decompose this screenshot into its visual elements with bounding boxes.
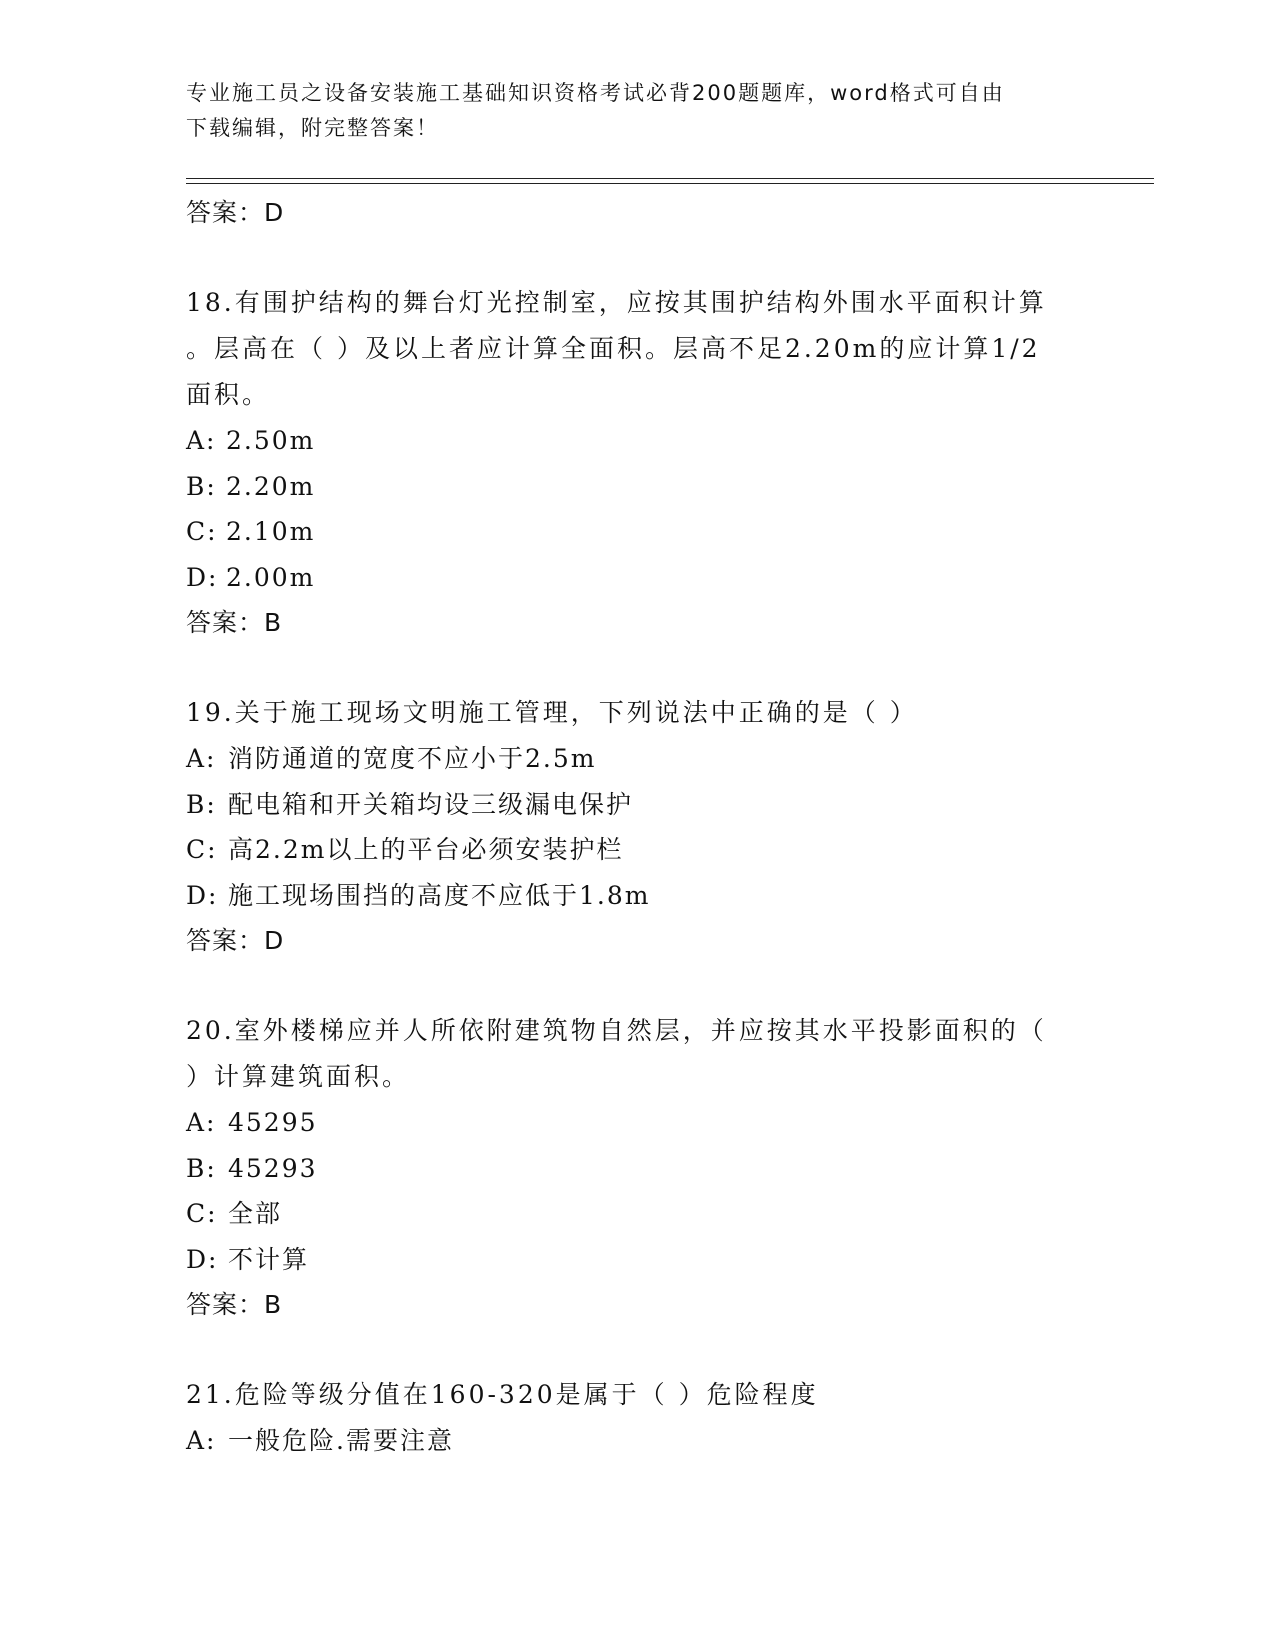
option-b xyxy=(186,782,1086,828)
option-c xyxy=(186,1191,1086,1237)
option-text: 2.50m xyxy=(226,426,316,455)
option-d xyxy=(186,1237,1086,1283)
question-text xyxy=(186,280,1066,418)
header-line-2: 下载编辑，附完整答案！ xyxy=(186,116,439,140)
option-letter: B: xyxy=(186,471,217,501)
option-a xyxy=(186,418,1086,464)
option-letter: D: xyxy=(186,562,219,592)
question-text-line: 19.关于施工现场文明施工管理，下列说法中正确的是（ ） xyxy=(186,698,918,727)
question-19 xyxy=(186,690,1086,963)
option-text: 消防通道的宽度不应小于2.5m xyxy=(228,744,597,773)
option-letter: A: xyxy=(186,1426,217,1455)
option-letter: D: xyxy=(186,880,219,910)
option-text: 高2.2m以上的平台必须安装护栏 xyxy=(228,835,624,864)
option-a xyxy=(186,1100,1086,1146)
question-text xyxy=(186,1372,1066,1418)
option-letter: A: xyxy=(186,1108,217,1137)
option-c xyxy=(186,827,1086,873)
question-text-line: 18.有围护结构的舞台灯光控制室，应按其围护结构外围水平面积计算 xyxy=(186,288,1047,317)
question-text xyxy=(186,690,1066,736)
answer-line: 答案：B xyxy=(186,608,283,637)
option-letter: A: xyxy=(186,426,217,455)
option-text: 2.20m xyxy=(226,471,316,501)
option-b xyxy=(186,1146,1086,1192)
option-text: 全部 xyxy=(228,1199,283,1228)
header-line-1: 专业施工员之设备安装施工基础知识资格考试必背200题题库，word格式可自由 xyxy=(186,81,1005,105)
answer-line: 答案：D xyxy=(186,926,285,955)
question-text-line: ）计算建筑面积。 xyxy=(186,1062,411,1091)
option-text: 配电箱和开关箱均设三级漏电保护 xyxy=(228,789,634,819)
question-text xyxy=(186,1008,1066,1100)
question-18 xyxy=(186,280,1086,645)
answer-line: 答案：D xyxy=(186,198,285,227)
option-text: 施工现场围挡的高度不应低于1.8m xyxy=(228,880,651,910)
option-c xyxy=(186,509,1086,555)
option-text: 45293 xyxy=(228,1153,318,1183)
question-text-line: 面积。 xyxy=(186,380,271,409)
question-text-line: 20.室外楼梯应并人所依附建筑物自然层，并应按其水平投影面积的（ xyxy=(186,1016,1047,1045)
option-text: 2.00m xyxy=(226,562,316,592)
option-text: 一般危险.需要注意 xyxy=(228,1426,454,1455)
question-21 xyxy=(186,1372,1086,1464)
option-letter: B: xyxy=(186,1153,217,1183)
header-rule-top xyxy=(186,178,1154,179)
question-text-line: 。层高在（ ）及以上者应计算全面积。层高不足2.20m的应计算1/2 xyxy=(186,334,1041,363)
option-letter: C: xyxy=(186,517,218,546)
answer-line: 答案：B xyxy=(186,1290,283,1319)
option-text: 2.10m xyxy=(226,517,316,546)
question-list xyxy=(186,186,1086,1464)
option-a xyxy=(186,1418,1086,1464)
option-text: 45295 xyxy=(228,1108,318,1137)
option-a xyxy=(186,736,1086,782)
option-d xyxy=(186,873,1086,919)
option-b xyxy=(186,464,1086,510)
header-rule-bottom xyxy=(186,183,1154,184)
option-letter: A: xyxy=(186,744,217,773)
option-text: 不计算 xyxy=(228,1244,310,1274)
document-header xyxy=(186,76,1066,146)
option-d xyxy=(186,555,1086,601)
question-text-line: 21.危险等级分值在160-320是属于（ ）危险程度 xyxy=(186,1380,819,1409)
question-20 xyxy=(186,1008,1086,1327)
option-letter: D: xyxy=(186,1244,219,1274)
option-letter: B: xyxy=(186,789,217,819)
option-letter: C: xyxy=(186,1199,218,1228)
option-letter: C: xyxy=(186,835,218,864)
